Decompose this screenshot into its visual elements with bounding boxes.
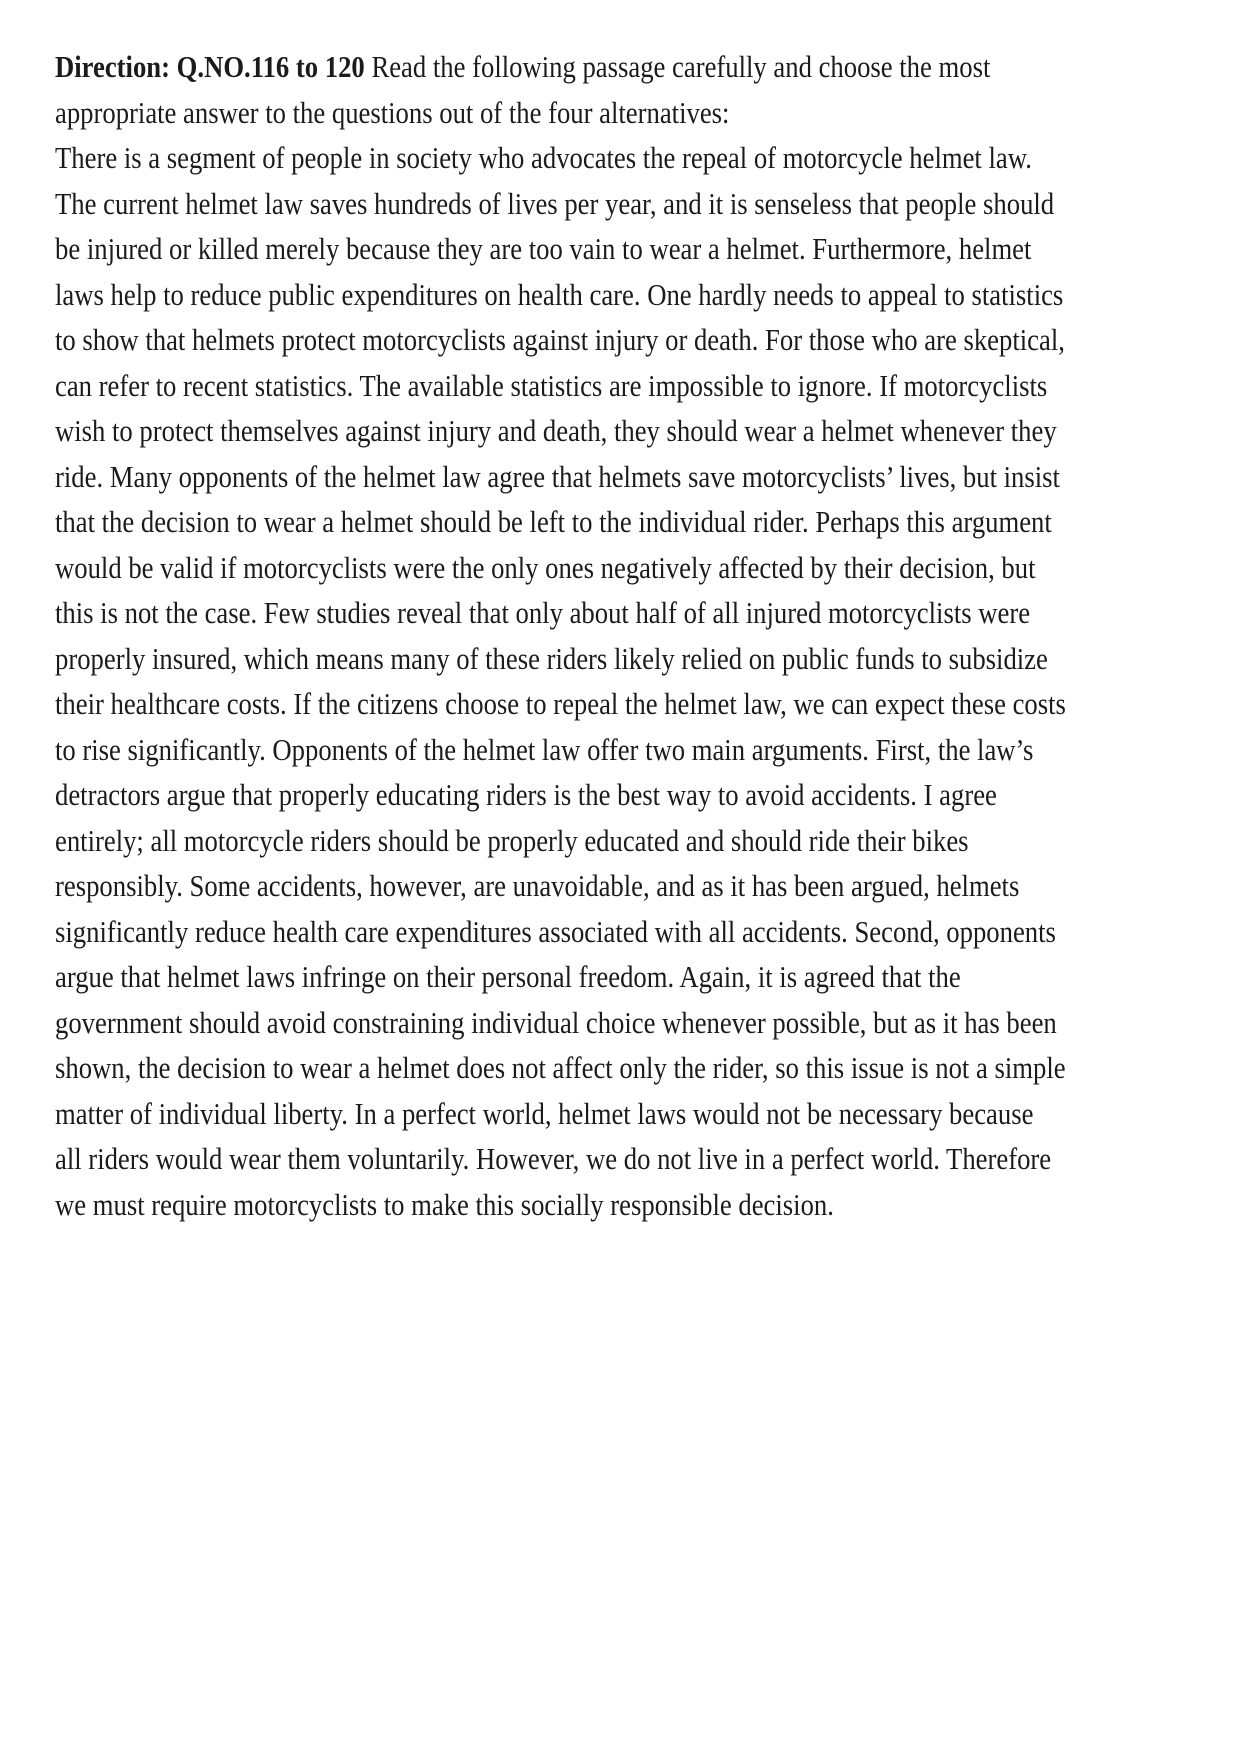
passage-line: we must require motorcyclists to make this socially responsible decision. bbox=[55, 1186, 834, 1222]
passage-line: responsibly. Some accidents, however, are unavoidable, and as it has been argued, helmets bbox=[55, 868, 1020, 903]
passage-line: laws help to reduce public expenditures on health care. One hardly needs to appeal to statistics bbox=[55, 276, 1064, 312]
passage-line: matter of individual liberty. In a perfect world, helmet laws would not be necessary because bbox=[55, 1095, 1034, 1131]
passage-block bbox=[55, 44, 1066, 1227]
passage-line: can refer to recent statistics. The available statistics are impossible to ignore. If motorcyclists bbox=[55, 367, 1048, 403]
direction-label: Direction: bbox=[55, 49, 170, 84]
passage-line: properly insured, which means many of these riders likely relied on public funds to subsidize bbox=[55, 640, 1048, 676]
passage-line: shown, the decision to wear a helmet does not affect only the rider, so this issue is not a simple bbox=[55, 1050, 1066, 1085]
passage-line: detractors argue that properly educating riders is the best way to avoid accidents. I agree bbox=[55, 777, 997, 812]
direction-instruction-1: Read the following passage carefully and choose the most bbox=[371, 49, 991, 84]
direction-line-1 bbox=[55, 44, 991, 90]
passage-line: wish to protect themselves against injury and death, they should wear a helmet whenever they bbox=[55, 413, 1057, 448]
passage-line: ride. Many opponents of the helmet law agree that helmets save motorcyclists’ lives, but insist bbox=[55, 458, 1060, 494]
passage-line: government should avoid constraining individual choice whenever possible, but as it has been bbox=[55, 1004, 1057, 1040]
passage-line: all riders would wear them voluntarily. However, we do not live in a perfect world. Therefore bbox=[55, 1141, 1052, 1176]
passage-line: would be valid if motorcyclists were the only ones negatively affected by their decision, but bbox=[55, 549, 1036, 585]
passage-line: significantly reduce health care expenditures associated with all accidents. Second, opponents bbox=[55, 913, 1056, 949]
direction-line-2: appropriate answer to the questions out of the four alternatives: bbox=[55, 94, 730, 130]
passage-line: entirely; all motorcycle riders should be properly educated and should ride their bikes bbox=[55, 822, 969, 858]
passage-line: this is not the case. Few studies reveal that only about half of all injured motorcyclists were bbox=[55, 595, 1031, 630]
question-range: Q.NO.116 to 120 bbox=[176, 49, 365, 84]
passage-line: be injured or killed merely because they are too vain to wear a helmet. Furthermore, helmet bbox=[55, 231, 1032, 266]
passage-line: argue that helmet laws infringe on their personal freedom. Again, it is agreed that the bbox=[55, 959, 961, 994]
passage-line: to rise significantly. Opponents of the helmet law offer two main arguments. First, the law’s bbox=[55, 731, 1034, 767]
passage-line: that the decision to wear a helmet should be left to the individual rider. Perhaps this argument bbox=[55, 504, 1052, 539]
passage-line: There is a segment of people in society who advocates the repeal of motorcycle helmet law. bbox=[55, 140, 1032, 175]
passage-line: their healthcare costs. If the citizens choose to repeal the helmet law, we can expect these costs bbox=[55, 686, 1066, 721]
passage-line: to show that helmets protect motorcyclists against injury or death. For those who are skeptical, bbox=[55, 322, 1065, 357]
passage-line: The current helmet law saves hundreds of lives per year, and it is senseless that people should bbox=[55, 185, 1055, 221]
